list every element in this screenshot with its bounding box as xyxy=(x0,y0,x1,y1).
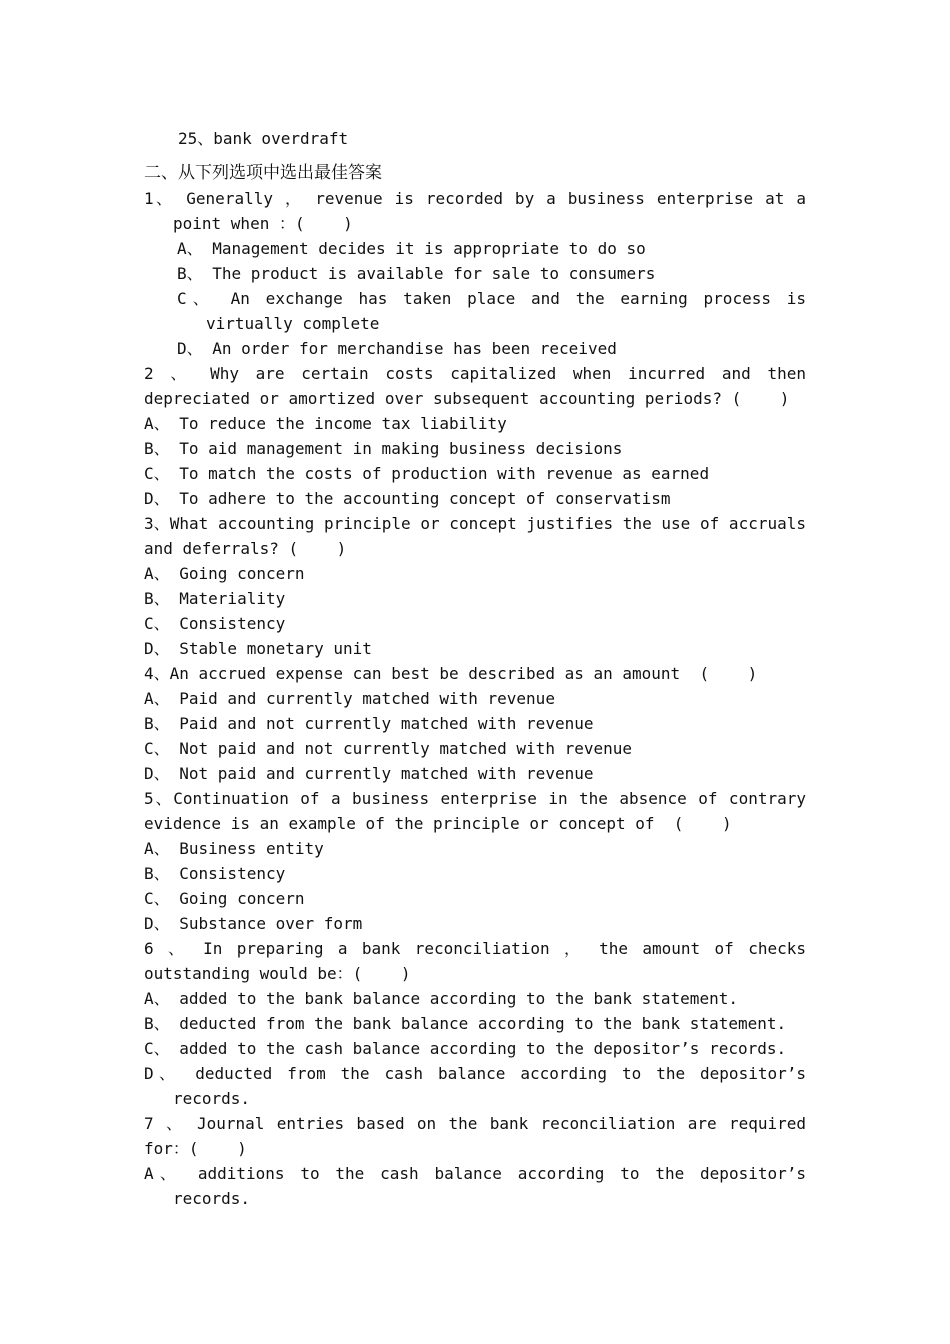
option-d: D、 Not paid and currently matched with revenue xyxy=(144,764,594,783)
option-a: A、 additions to the cash balance according to the depositor’s records. xyxy=(144,1164,816,1208)
document-page xyxy=(144,126,816,1211)
question-stem: 2 、 Why are certain costs capitalized when incurred and then depreciated or amortized over subsequent accounting periods? ( ) xyxy=(144,364,816,408)
question-4 xyxy=(144,661,806,786)
question-2 xyxy=(144,361,816,511)
option-a: A、 Management decides it is appropriate to do so xyxy=(177,239,646,258)
option-a: A、 To reduce the income tax liability xyxy=(144,414,507,433)
option-c: C、 Not paid and not currently matched with revenue xyxy=(144,739,633,758)
option-c: C、 Consistency xyxy=(144,614,286,633)
option-a: A、 added to the bank balance according to the bank statement. xyxy=(144,989,738,1008)
question-stem: 7 、 Journal entries based on the bank reconciliation are required for：( ) xyxy=(144,1114,816,1158)
question-stem: 5、Continuation of a business enterprise in the absence of contrary evidence is an example of the principle or concept of ( ) xyxy=(144,789,816,833)
question-7 xyxy=(144,1111,816,1211)
option-c: C、 added to the cash balance according to the depositor’s records. xyxy=(144,1039,787,1058)
question-stem: 6 、 In preparing a bank reconciliation ， the amount of checks outstanding would be：( ) xyxy=(144,939,816,983)
option-b: B、 Paid and not currently matched with revenue xyxy=(144,714,594,733)
option-c: C、 Going concern xyxy=(144,889,305,908)
question-5 xyxy=(144,786,816,936)
question-stem: 4、An accrued expense can best be described as an amount ( ) xyxy=(144,664,758,683)
option-b: B、 To aid management in making business decisions xyxy=(144,439,623,458)
question-stem: 3、What accounting principle or concept justifies the use of accruals and deferrals? ( ) xyxy=(144,514,816,558)
question-1 xyxy=(144,186,816,361)
section-title: 二、从下列选项中选出最佳答案 xyxy=(144,163,382,183)
option-b: B、 The product is available for sale to consumers xyxy=(177,264,656,283)
option-d: D、 Stable monetary unit xyxy=(144,639,372,658)
option-a: A、 Business entity xyxy=(144,839,324,858)
option-d: D、 To adhere to the accounting concept of conservatism xyxy=(144,489,671,508)
question-6 xyxy=(144,936,816,1111)
previous-item: 25、bank overdraft xyxy=(178,129,349,148)
question-stem: 1、 Generally ， revenue is recorded by a business enterprise at a point when ：( ) xyxy=(144,189,816,233)
option-b: B、 Materiality xyxy=(144,589,286,608)
option-a: A、 Going concern xyxy=(144,564,305,583)
option-c: C、 An exchange has taken place and the earning process is virtually complete xyxy=(177,289,816,333)
option-b: B、 Consistency xyxy=(144,864,286,883)
option-d: D、 An order for merchandise has been received xyxy=(177,339,617,358)
question-3 xyxy=(144,511,816,661)
option-d: D、 Substance over form xyxy=(144,914,363,933)
option-d: D、 deducted from the cash balance according to the depositor’s records. xyxy=(144,1064,816,1108)
option-a: A、 Paid and currently matched with revenue xyxy=(144,689,555,708)
option-b: B、 deducted from the bank balance according to the bank statement. xyxy=(144,1014,787,1033)
option-c: C、 To match the costs of production with revenue as earned xyxy=(144,464,710,483)
